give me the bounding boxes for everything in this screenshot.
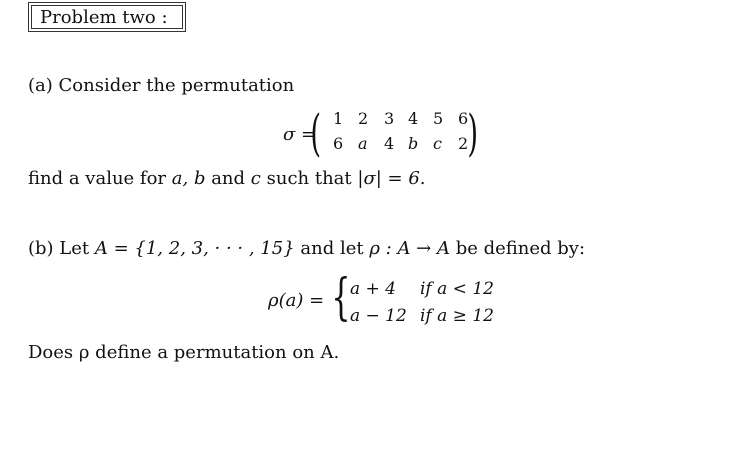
matrix-cell: 4 (384, 134, 395, 153)
part-b-intro (28, 238, 585, 259)
map-definition: ρ : A → A (369, 238, 450, 259)
case-2-cond: if a ≥ 12 (420, 306, 494, 326)
left-brace: { (331, 268, 351, 326)
matrix-row-2 (333, 134, 473, 156)
part-a-intro: (a) Consider the permutation (28, 75, 295, 96)
intro-text: and let (300, 238, 364, 259)
case-1-expr: a + 4 (350, 279, 397, 299)
set-definition: A = {1, 2, 3, · · · , 15} (94, 238, 295, 259)
matrix-cell: a (358, 134, 368, 153)
matrix-cell: c (433, 134, 442, 153)
right-paren: ) (467, 104, 479, 162)
sigma-lhs: σ = (283, 124, 317, 145)
problem-title: Problem two : (31, 5, 183, 29)
matrix-cell: 6 (333, 134, 344, 153)
matrix-cell: 3 (384, 109, 395, 128)
question-text: such that (266, 168, 352, 189)
left-paren: ( (310, 104, 322, 162)
title-box (28, 2, 186, 32)
matrix-cell: 4 (408, 109, 419, 128)
question-eq: |σ| = 6. (357, 168, 426, 189)
matrix-cell: 2 (458, 134, 469, 153)
part-b-question: Does ρ define a permutation on A. (28, 342, 340, 363)
matrix-cell: 2 (358, 109, 369, 128)
case-2-expr: a − 12 (350, 306, 407, 326)
question-var-c: c (250, 168, 261, 189)
question-text: find a value for (28, 168, 167, 189)
matrix-cell: 6 (458, 109, 469, 128)
case-1-cond: if a < 12 (420, 279, 494, 299)
matrix-cell: 5 (433, 109, 444, 128)
rho-lhs: ρ(a) = (268, 290, 325, 311)
intro-text: be defined by: (455, 238, 586, 259)
matrix-cell: b (408, 134, 419, 153)
intro-text: (b) Let (28, 238, 90, 259)
matrix-row-1 (333, 109, 473, 131)
question-text: and (211, 168, 246, 189)
question-vars: a, b (171, 168, 206, 189)
matrix-cell: 1 (333, 109, 344, 128)
part-a-question (28, 168, 426, 189)
